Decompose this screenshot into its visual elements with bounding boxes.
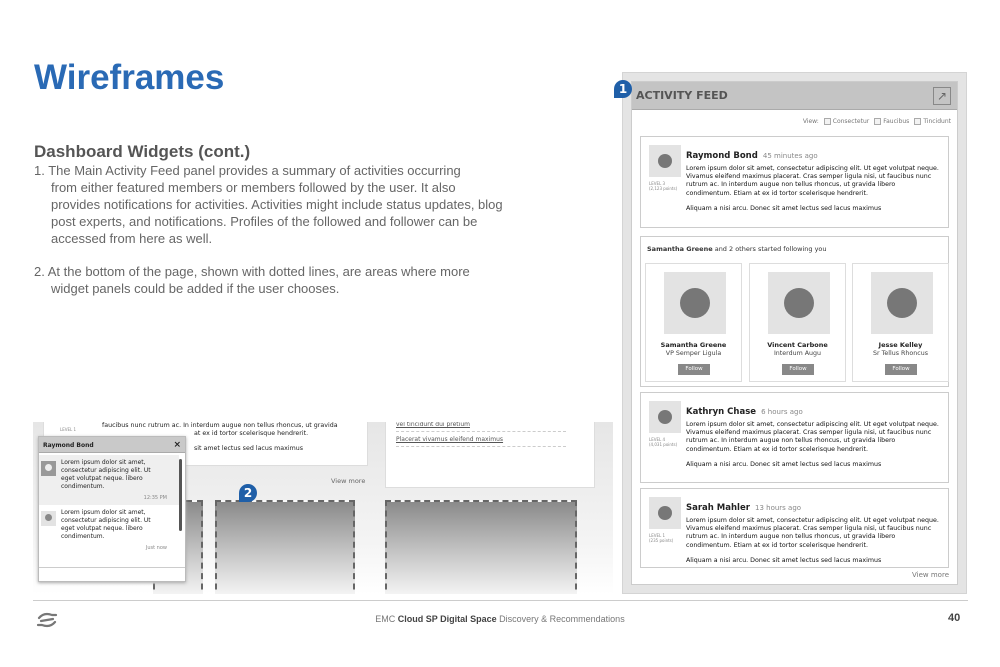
filter-checkbox-consectetur[interactable]: Consectetur <box>824 118 869 125</box>
page-title: Wireframes <box>34 58 225 97</box>
mock-link[interactable]: Placerat vivamus eleifend maximus <box>396 436 566 447</box>
post-body: Lorem ipsum dolor sit amet, consectetur adipiscing elit. Ut eget volutpat neque. Vivamus eleifend maximus placerat. Cras semper ligula nisi, ut faucibus nunc rutrum ac. In interdum augue non tellus rhoncus, ut gravida libero condimentum. Etiam at ex id tortor scelerisque hendrerit. <box>686 517 939 549</box>
post-author[interactable]: Kathryn Chase <box>686 407 757 417</box>
mock-level: LEVEL 1 <box>60 427 77 432</box>
avatar[interactable] <box>664 272 726 334</box>
filter-checkbox-tincidunt[interactable]: Tincidunt <box>914 118 951 125</box>
avatar[interactable] <box>768 272 830 334</box>
chat-scrollbar[interactable] <box>179 459 182 531</box>
post-body: Lorem ipsum dolor sit amet, consectetur adipiscing elit. Ut eget volutpat neque. Vivamus eleifend maximus placerat. Cras semper ligula nisi, ut faucibus nunc rutrum ac. In interdum augue non tellus rhoncus, ut gravida libero condimentum. Etiam at ex id tortor scelerisque hendrerit. <box>686 421 939 453</box>
avatar <box>41 511 56 526</box>
callout-badge-2: 2 <box>239 484 257 502</box>
mock-link[interactable]: vel tincidunt dui pretium <box>396 422 566 432</box>
page-number: 40 <box>948 612 961 624</box>
follow-notification <box>640 236 949 387</box>
callout-badge-1: 1 <box>614 80 632 98</box>
paragraph-1-rest: from either featured members or members followed by the user. It also provides notifications for activities. Activities might include status updates, blog post experts, and notifications. Profiles of the followed and follower can be accessed from here as well. <box>51 180 503 246</box>
paragraph-2 <box>34 263 504 297</box>
footer-text: EMC Cloud SP Digital Space Discovery & Recommendations <box>375 614 625 624</box>
paragraph-2-first: 2. At the bottom of the page, shown with dotted lines, are areas where more <box>34 264 470 279</box>
avatar[interactable] <box>871 272 933 334</box>
post-body-2: Aliquam a nisi arcu. Donec sit amet lectus sed lacus maximus <box>686 204 882 212</box>
paragraph-2-rest: widget panels could be added if the user chooses. <box>51 281 340 296</box>
follow-button[interactable]: Follow <box>678 364 710 375</box>
post-time: 45 minutes ago <box>762 152 818 160</box>
avatar[interactable] <box>649 497 681 529</box>
follow-button[interactable]: Follow <box>885 364 917 375</box>
chat-message-time: Just now <box>145 545 167 551</box>
avatar <box>41 461 56 476</box>
dashboard-mockup <box>33 422 613 594</box>
activity-feed-header <box>632 82 957 110</box>
chat-message-time: 12:35 PM <box>143 495 167 501</box>
feed-post <box>640 136 949 228</box>
post-body-2: Aliquam a nisi arcu. Donec sit amet lectus sed lacus maximus <box>686 556 882 564</box>
feed-post <box>640 488 949 568</box>
follower-name[interactable]: Samantha Greene <box>647 245 713 253</box>
section-heading: Dashboard Widgets (cont.) <box>34 142 251 161</box>
mock-snippet: faucibus nunc rutrum ac. In interdum augue non tellus rhoncus, ut gravida <box>102 422 338 429</box>
view-filter-row <box>632 110 957 125</box>
chat-window <box>38 436 186 582</box>
user-level: LEVEL 1 (235 points) <box>649 533 674 543</box>
empty-widget-slot[interactable] <box>215 500 355 594</box>
view-more-link[interactable]: View more <box>912 571 949 579</box>
post-author[interactable]: Sarah Mahler <box>686 503 750 513</box>
user-level: LEVEL 3 (2,123 points) <box>649 181 678 191</box>
chat-message-text: Lorem ipsum dolor sit amet, consectetur adipiscing elit. Ut eget volutpat neque. libero condimentum. <box>61 509 151 540</box>
post-time: 6 hours ago <box>761 408 803 416</box>
feed-post <box>640 392 949 483</box>
paragraph-1-first: 1. The Main Activity Feed panel provides a summary of activities occurring <box>34 163 461 178</box>
follower-name[interactable]: Vincent Carbone <box>767 341 828 349</box>
paragraph-1 <box>34 162 504 247</box>
chat-message <box>39 505 179 555</box>
follower-role: Interdum Augu <box>773 350 822 357</box>
avatar[interactable] <box>649 401 681 433</box>
avatar[interactable] <box>649 145 681 177</box>
follow-button[interactable]: Follow <box>782 364 814 375</box>
mock-links-card <box>385 422 595 488</box>
user-level: LEVEL 4 (4,031 points) <box>649 437 678 447</box>
post-time: 13 hours ago <box>755 504 802 512</box>
follower-role: VP Semper Ligula <box>665 350 722 357</box>
mock-snippet: sit amet lectus sed lacus maximus <box>194 445 304 452</box>
post-author[interactable]: Raymond Bond <box>686 151 758 161</box>
post-body: Lorem ipsum dolor sit amet, consectetur adipiscing elit. Ut eget volutpat neque. Vivamus eleifend maximus placerat. Cras semper ligula nisi, ut faucibus nunc rutrum ac. In interdum augue non tellus rhoncus, ut gravida libero condimentum. Etiam at ex id tortor scelerisque hendrerit. <box>686 165 939 197</box>
mock-snippet: at ex id tortor scelerisque hendrerit. <box>194 430 309 437</box>
chat-message-text: Lorem ipsum dolor sit amet, consectetur adipiscing elit. Ut eget volutpat neque. libero condimentum. <box>61 459 151 490</box>
follower-card <box>645 263 742 382</box>
post-body-2: Aliquam a nisi arcu. Donec sit amet lectus sed lacus maximus <box>686 460 882 468</box>
mock-view-more-link[interactable]: View more <box>331 477 366 485</box>
activity-feed-title: ACTIVITY FEED <box>636 89 728 102</box>
follower-name[interactable]: Samantha Greene <box>660 341 727 349</box>
follower-card <box>852 263 949 382</box>
follower-card <box>749 263 846 382</box>
close-icon[interactable]: × <box>173 440 181 450</box>
chat-title: Raymond Bond <box>43 442 94 449</box>
follow-text: and 2 others started following you <box>712 245 827 253</box>
follower-name[interactable]: Jesse Kelley <box>878 341 923 349</box>
activity-feed-panel <box>622 72 967 594</box>
empty-widget-slot[interactable] <box>385 500 577 594</box>
view-label: View: <box>802 118 819 125</box>
chat-message <box>39 455 179 505</box>
follower-role: Sr Tellus Rhoncus <box>873 350 928 357</box>
expand-icon[interactable]: ↗ <box>933 87 951 105</box>
chat-input[interactable] <box>39 567 185 581</box>
filter-checkbox-faucibus[interactable]: Faucibus <box>874 118 909 125</box>
footer-divider <box>33 600 968 601</box>
